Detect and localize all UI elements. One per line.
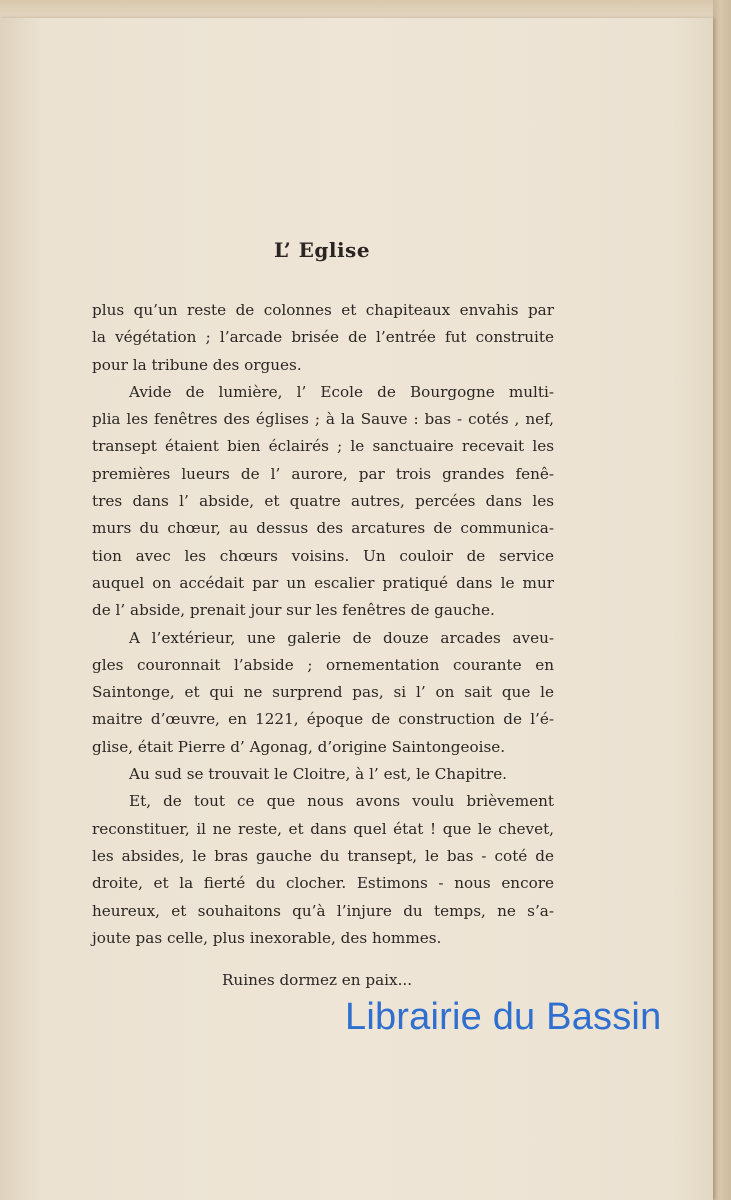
body-text [92, 297, 554, 952]
text-line: maitre d’œuvre, en 1221, époque de construction de l’é- [92, 710, 554, 729]
page-title: L’ Eglise [273, 238, 371, 262]
text-line: heureux, et souhaitons qu’à l’injure du temps, ne s’a- [92, 901, 554, 920]
text-line: Avide de lumière, l’ Ecole de Bourgogne multi- [129, 382, 554, 401]
text-line: de l’ abside, prenait jour sur les fenêtres de gauche. [92, 601, 495, 620]
watermark-text: Librairie du Bassin [345, 996, 662, 1038]
text-line: droite, et la fierté du clocher. Estimons - nous encore [92, 874, 554, 893]
text-line: les absides, le bras gauche du transept, le bas - coté de [92, 846, 554, 865]
page-right-edge [713, 0, 731, 1200]
text-line: Et, de tout ce que nous avons voulu brièvement [129, 792, 554, 811]
text-line: murs du chœur, au dessus des arcatures de communica- [92, 519, 554, 538]
text-line: joute pas celle, plus inexorable, des hommes. [92, 928, 442, 947]
text-line: transept étaient bien éclairés ; le sanctuaire recevait les [92, 437, 554, 456]
text-line: la végétation ; l’arcade brisée de l’entrée fut construite [92, 328, 554, 347]
text-line: premières lueurs de l’ aurore, par trois grandes fenê- [92, 464, 554, 483]
text-line: tion avec les chœurs voisins. Un couloir de service [92, 546, 554, 565]
text-line: reconstituer, il ne reste, et dans quel état ! que le chevet, [92, 819, 554, 838]
text-line: A l’extérieur, une galerie de douze arcades aveu- [129, 628, 554, 647]
text-line: gles couronnait l’abside ; ornementation courante en [92, 655, 554, 674]
page-top-edge [0, 0, 731, 18]
text-line: Au sud se trouvait le Cloitre, à l’ est, le Chapitre. [129, 765, 508, 784]
closing-line: Ruines dormez en paix... [222, 971, 413, 989]
text-line: pour la tribune des orgues. [92, 355, 302, 374]
text-line: auquel on accédait par un escalier pratiqué dans le mur [92, 573, 554, 592]
text-line: Saintonge, et qui ne surprend pas, si l’ on sait que le [92, 683, 554, 702]
text-line: plus qu’un reste de colonnes et chapiteaux envahis par [92, 301, 554, 319]
text-line: tres dans l’ abside, et quatre autres, percées dans les [92, 492, 554, 511]
text-line: glise, était Pierre d’ Agonag, d’origine Saintongeoise. [92, 737, 506, 756]
text-line: plia les fenêtres des églises ; à la Sauve : bas - cotés , nef, [92, 410, 554, 429]
